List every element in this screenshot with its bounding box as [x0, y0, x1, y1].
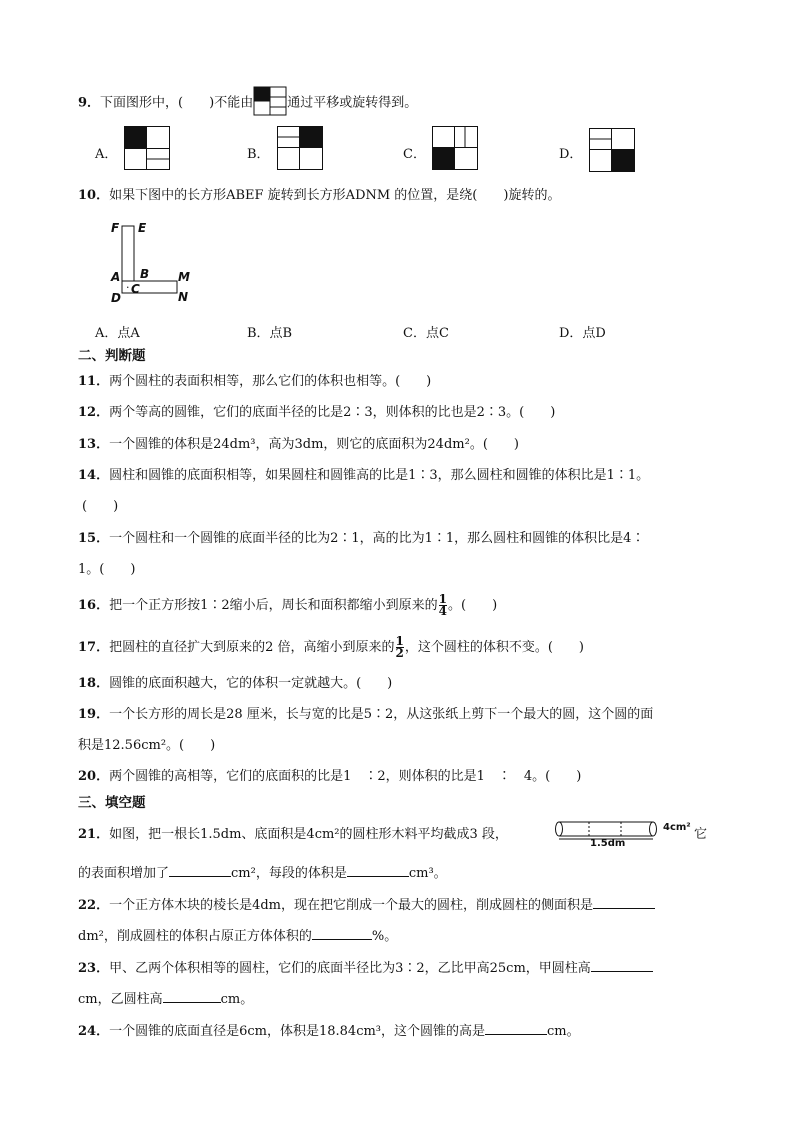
question-text: 圆柱和圆锥的底面积相等，如果圆柱和圆锥高的比是1∶3，那么圆柱和圆锥的体积比是1∶1。	[109, 468, 650, 483]
question-number: 13．	[78, 437, 110, 452]
label-a: A	[111, 270, 121, 284]
reference-figure	[253, 86, 287, 116]
question-number: 24．	[78, 1024, 110, 1039]
question-23	[78, 957, 653, 978]
option-b-figure[interactable]	[277, 126, 323, 170]
answer-blank-cone-height[interactable]	[485, 1020, 547, 1035]
answer-blank-volume[interactable]	[347, 862, 409, 877]
numerator: 1	[438, 592, 447, 606]
denominator: 2	[395, 646, 404, 660]
question-number: 14．	[78, 468, 110, 483]
option-a[interactable]: A．点A	[95, 326, 140, 341]
question-21	[78, 826, 508, 844]
question-17	[78, 636, 584, 659]
option-b[interactable]: B．点B	[247, 326, 293, 341]
question-text: 一个长方形的周长是28 厘米，长与宽的比是5∶2，从这张纸上剪下一个最大的圆，这个圆的面	[109, 707, 654, 722]
question-text: 甲、乙两个体积相等的圆柱，它们的底面半径比为3∶2，乙比甲高25cm，甲圆柱高	[109, 961, 591, 976]
option-d-label[interactable]: D．	[559, 147, 583, 162]
question-24	[78, 1020, 580, 1041]
question-number: 17．	[78, 640, 110, 655]
option-d-figure[interactable]	[589, 128, 635, 172]
question-number: 23．	[78, 961, 110, 976]
label-b: B	[140, 267, 150, 281]
answer-blank-height-a[interactable]	[591, 957, 653, 972]
label-f: F	[111, 221, 120, 235]
question-15-cont: 1。( )	[78, 562, 136, 577]
question-number: 12．	[78, 405, 110, 420]
question-14	[78, 467, 649, 485]
text-part: 的表面积增加了	[78, 866, 170, 881]
question-21-line2	[78, 862, 447, 883]
question-23-line2	[78, 988, 253, 1009]
question-text-end: 。( )	[448, 598, 498, 613]
question-10	[78, 187, 560, 205]
question-text: 一个正方体木块的棱长是4dm，现在把它削成一个最大的圆柱，削成圆柱的侧面积是	[109, 898, 594, 913]
answer-blank-height-b[interactable]	[163, 988, 221, 1003]
question-number: 15．	[78, 531, 110, 546]
question-text: 如果下图中的长方形ABEF 旋转到长方形ADNM 的位置，是绕( )旋转的。	[109, 188, 561, 203]
fraction-one-quarter	[439, 594, 447, 617]
question-number: 18．	[78, 676, 110, 691]
question-text: 两个圆柱的表面积相等，那么它们的体积也相等。( )	[109, 374, 432, 389]
denominator: 4	[438, 604, 447, 618]
question-text: 如图，把一根长1.5dm、底面积是4cm²的圆柱形木料平均截成3 段，	[109, 827, 508, 842]
option-d[interactable]: D．点D	[559, 326, 606, 341]
text-part: %。	[371, 929, 398, 944]
label-m: M	[178, 270, 190, 284]
question-number: 19．	[78, 707, 110, 722]
option-a-figure[interactable]	[124, 126, 170, 170]
option-c[interactable]: C．点C	[403, 326, 449, 341]
question-text-end: cm。	[547, 1024, 580, 1039]
question-text: 一个圆锥的底面直径是6cm，体积是18.84cm³，这个圆锥的高是	[109, 1024, 486, 1039]
question-text: 把一个正方形按1∶2缩小后，周长和面积都缩小到原来的	[109, 598, 438, 613]
question-number: 21．	[78, 827, 110, 842]
question-text: 两个圆锥的高相等，它们的底面积的比是1 ∶2，则体积的比是1 ∶ 4。( )	[109, 769, 582, 784]
answer-blank-lateral-area[interactable]	[593, 894, 655, 909]
fraction-one-half	[396, 636, 404, 659]
text-part: cm²，每段的体积是	[231, 866, 347, 881]
question-text-end: 通过平移或旋转得到。	[287, 95, 418, 111]
label-e: E	[138, 221, 147, 235]
question-text: 一个圆锥的体积是24dm³，高为3dm，则它的底面积为24dm²。( )	[109, 437, 519, 452]
question-number: 9．	[78, 95, 101, 111]
question-number: 16．	[78, 598, 110, 613]
question-text: 把圆柱的直径扩大到原来的2 倍，高缩小到原来的	[109, 640, 395, 655]
question-number: 10．	[78, 188, 110, 203]
question-20	[78, 768, 581, 786]
cylinder-length-label: 1.5dm	[590, 838, 626, 849]
question-15	[78, 530, 644, 548]
answer-blank-area[interactable]	[169, 862, 231, 877]
question-text-end: ，这个圆柱的体积不变。( )	[404, 640, 585, 655]
option-c-figure[interactable]	[432, 126, 478, 170]
question-14-cont: ( )	[82, 499, 119, 514]
question-number: 11．	[78, 374, 110, 389]
question-18	[78, 675, 392, 693]
question-22-line2	[78, 925, 397, 946]
text-part: cm³。	[408, 866, 447, 881]
question-12	[78, 404, 555, 422]
label-c: C	[131, 282, 140, 296]
cylinder-area-label: 4cm²	[663, 822, 691, 833]
question-16	[78, 594, 497, 617]
question-11	[78, 373, 431, 391]
label-d: D	[111, 291, 121, 305]
question-9	[78, 88, 417, 118]
numerator: 1	[395, 634, 404, 648]
question-19-cont: 积是12.56cm²。( )	[78, 738, 216, 753]
answer-blank-percent[interactable]	[312, 925, 372, 940]
question-text: 下面图形中，( )不能由	[100, 95, 254, 111]
section-heading-fill-blank: 三、填空题	[78, 795, 146, 811]
question-number: 20．	[78, 769, 110, 784]
option-a-label[interactable]: A．	[95, 147, 118, 162]
section-heading-judgment: 二、判断题	[78, 348, 146, 364]
label-c-dot: ·	[126, 281, 130, 294]
question-text: 圆锥的底面积越大，它的体积一定就越大。( )	[109, 676, 393, 691]
question-text: 两个等高的圆锥，它们的底面半径的比是2∶3，则体积的比也是2∶3。( )	[109, 405, 556, 420]
text-part: cm，乙圆柱高	[78, 992, 163, 1007]
question-13	[78, 436, 519, 454]
question-22	[78, 894, 655, 915]
question-21-text-end: 它	[694, 827, 708, 842]
question-number: 22．	[78, 898, 110, 913]
question-text: 一个圆柱和一个圆锥的底面半径的比为2∶1，高的比为1∶1，那么圆柱和圆锥的体积比是4∶	[109, 531, 645, 546]
label-n: N	[178, 290, 189, 304]
option-c-label[interactable]: C．	[403, 147, 426, 162]
question-19	[78, 706, 653, 724]
option-b-label[interactable]: B．	[247, 147, 270, 162]
text-part: dm²，削成圆柱的体积占原正方体体积的	[78, 929, 312, 944]
text-part: cm。	[220, 992, 254, 1007]
